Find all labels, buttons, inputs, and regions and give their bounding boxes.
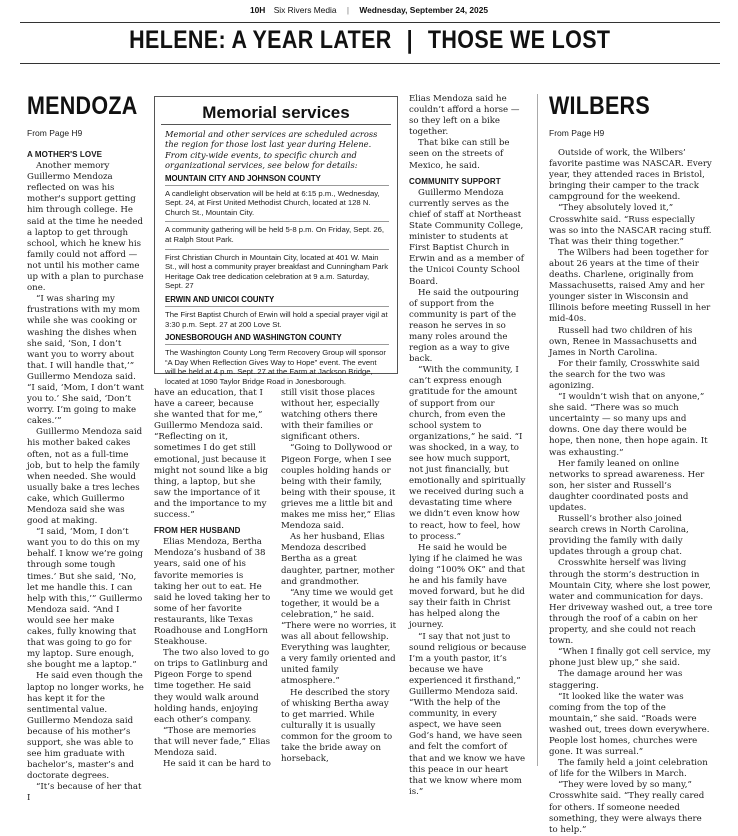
paragraph: “When I finally got cell service, my phone just blew up,” she said. (549, 647, 711, 669)
wilbers-headline: WILBERS (549, 92, 650, 120)
banner-divider: | (406, 26, 414, 54)
paragraph: “Those are memories that will never fade,” Elias Mendoza said. (154, 725, 271, 758)
paragraph: “It looked like the water was coming from the top of the mountain,” she said. “Roads were washed out, trees down everywhere. People lost homes, churches were gone. It was surreal.” (549, 691, 710, 758)
paragraph: “I wouldn’t wish that on anyone,” she said. “There was so much uncertainty — so many ups and downs. One day there would be hope, then none, then hope again. It was exhausting.” (549, 392, 708, 458)
paragraph: Elias Mendoza, Bertha Mendoza’s husband of 38 years, said one of his favorite memories is taking her out to eat. He said he loved taking her to some of her favorite restaurants, like Texas Roadhouse and LongHorn Steakhouse. (154, 537, 271, 648)
mendoza-column-3 (281, 388, 398, 765)
paragraph: “They were loved by so many,” Crosswhite said. “They really cared for others. If someone needed something, they were always there to help.” (549, 780, 705, 835)
paragraph: He said even though the laptop no longer works, he has kept it for the sentimental value. Guillermo Mendoza said because of his mother’s support, she was able to see him graduate with bachelor’s, master’s and doctorate degrees. (27, 671, 144, 782)
paragraph: The Wilbers had been together for about 26 years at the time of their deaths. Charlene, originally from Massachusetts, raised Amy and her younger sister in Wisconsin and Illinois before meeting Russell in her mid-40s. (549, 247, 711, 325)
paragraph: “Any time we would get together, it would be a celebration,” he said. “There were no worries, it was all about fellowship. Everything was laughter, a very family oriented and united family atmosphere.” (281, 587, 397, 687)
memorial-body (165, 129, 389, 391)
paragraph: “I say that not just to sound religious or because I’m a youth pastor, it’s because we have experienced it firsthand,” Guillermo Mendoza said. “With the help of the community, in every aspect, we have seen God’s hand, we have seen and felt the comfort of that and we know we have this peace in our heart that we know where mom is.” (409, 631, 527, 797)
publication-date: Wednesday, September 24, 2025 (359, 5, 489, 15)
subhead: COMMUNITY SUPPORT (409, 176, 501, 186)
paragraph: still visit those places without her, especially watching others there with their families or significant others. (281, 388, 380, 443)
page-number: 10H (249, 5, 266, 15)
paragraph: The damage around her was staggering. (549, 669, 683, 691)
memorial-services-box (154, 96, 398, 386)
memorial-item: First Christian Church in Mountain City, located at 401 W. Main St., will host a community prayer breakfast and Cunningham Park Heritage Oak tree dedication celebration at 9 a.m. Saturday, Sept. 27 (165, 252, 389, 291)
paragraph: Her family leaned on online networks to spread awareness. Her son, her sister and Russell’s daughter coordinated posts and updates. (549, 458, 705, 513)
paragraph: That bike can still be seen on the streets of Mexico, he said. (409, 138, 510, 171)
wilbers-from-page: From Page H9 (549, 128, 605, 138)
mendoza-column-4 (409, 94, 527, 798)
paragraph: Russell had two children of his own, Renee in Massachusetts and James in North Carolina. (549, 325, 697, 358)
paragraph: “They absolutely loved it,” Crosswhite said. “Russ especially was so into the NASCAR racing stuff. That was their thing together.” (549, 203, 712, 247)
banner-title (20, 26, 720, 55)
memorial-item-rule (165, 249, 389, 250)
subhead: A MOTHER'S LOVE (27, 150, 103, 159)
publisher: Six Rivers Media (273, 5, 337, 15)
paragraph: “With the community, I can’t express enough gratitude for the amount of support from our church, from even the school system to organizations,” he said. “I was shocked, in a way, to see how much support, not just financially, but emotionally and spiritually we received during such a devastating time where we didn’t even know how to react, how to feel, how to process.” (409, 365, 526, 542)
subhead: FROM HER HUSBAND (154, 526, 241, 536)
paragraph: Elias Mendoza said he couldn’t afford a horse — so they left on a bike together. (409, 94, 520, 138)
paragraph: Guillermo Mendoza currently serves as the chief of staff at Northeast State Community College, minister to students at First Baptist Church in Erwin and as a member of the Unicoi County School Board. (409, 187, 524, 287)
paragraph: “Going to Dollywood or Pigeon Forge, when I see couples holding hands or being with their family, being with their spouse, it grieves me a little bit and makes me miss her,” Elias Mendoza said. (281, 443, 396, 532)
memorial-title: Memorial services (202, 103, 350, 122)
paragraph: have an education, that I have a career, because she wanted that for me,” Guillermo Mendoza said. “Reflecting on it, sometimes I do get still emotional, just because it might not sound like a big thing, a laptop, but she saw the importance of it and the importance to my success.” (154, 388, 269, 521)
paragraph: “I said, ‘Mom, I don’t want you to do this on my behalf. I know we’re going through some tough times.’ But she said, ‘No, let me handle this. I can help with this,’” Guillermo Mendoza said. “And I would see her make cakes, fully knowing that that was going to go for my laptop. Sure enough, she bought me a laptop.” (27, 527, 144, 671)
memorial-item: A community gathering will be held 5-8 p.m. On Friday, Sept. 26, at Ralph Stout Park. (165, 225, 385, 244)
paragraph: “I was sharing my frustrations with my mom while she was cooking or washing the dishes when she said, ‘Son, I don’t want you to worry about that. I will handle that,’” Guillermo Mendoza said. “I said, ‘Mom, I don’t want you to.’ She said, ‘Don’t worry. I’m going to make cakes.’” (27, 294, 144, 427)
memorial-item-rule (165, 221, 389, 222)
paragraph: Outside of work, the Wilbers’ favorite pastime was NASCAR. Every year, they attended races in Bristol, bringing their camper to the track campground for the weekend. (549, 148, 712, 203)
section-banner (20, 22, 720, 64)
memorial-sections (165, 174, 389, 387)
story-divider (537, 94, 538, 766)
mendoza-headline: MENDOZA (27, 92, 138, 120)
paragraph: Guillermo Mendoza said his mother baked cakes often, not as a full-time job, but to help the family when needed. She would usually bake a tres leches cake, which Guillermo Mendoza said she was good at making. (27, 427, 143, 527)
mendoza-column-2 (154, 388, 271, 770)
memorial-title-rule (161, 124, 391, 125)
memorial-item: The Washington County Long Term Recovery Group will sponsor “A Day When Reflection Gives Way to Hope” event. The event will be held at 4 p.m. Sept. 27 at the Farm at Jackson Bridge, located at 1090 Taylor Bridge Road in Jonesborough. (165, 348, 386, 386)
memorial-section-heading: JONESBOROUGH AND WASHINGTON COUNTY (165, 333, 342, 343)
paragraph: He said he would be lying if he claimed he was doing “100% OK” and that he and his family have moved forward, but he did say their faith in Christ has helped along the journey. (409, 542, 525, 631)
paragraph: For their family, Crosswhite said the search for the two was agonizing. (549, 358, 700, 391)
wilbers-column (549, 148, 713, 836)
mendoza-from-page: From Page H9 (27, 128, 83, 138)
folio-separator: | (346, 5, 350, 15)
paragraph: The family held a joint celebration of life for the Wilbers in March. (549, 758, 708, 780)
memorial-item-rule (165, 306, 389, 307)
memorial-item-rule (165, 344, 389, 345)
mendoza-column-1 (27, 145, 144, 805)
paragraph: Another memory Guillermo Mendoza reflected on was his mother's support getting him through college. He said at the time he needed a laptop to get through school, which he knew his family could not afford — not until his mother came up with a plan to purchase one. (27, 161, 144, 294)
memorial-section-heading: ERWIN AND UNICOI COUNTY (165, 294, 275, 304)
banner-right: THOSE WE LOST (428, 26, 611, 54)
paragraph: He said it can be hard to (163, 759, 271, 770)
paragraph: “It’s because of her that I (27, 782, 142, 804)
memorial-item: The First Baptist Church of Erwin will hold a special prayer vigil at 3:30 p.m. Sept. 27 at 200 Love St. (165, 309, 388, 329)
memorial-item: A candlelight observation will be held at 6:15 p.m., Wednesday, Sept. 24, at First United Methodist Church, located at 128 N. Church St., Mountain City. (165, 188, 380, 217)
memorial-item-rule (165, 185, 389, 186)
memorial-intro: Memorial and other services are scheduled across the region for those lost last year during Helene. From city-wide events, to specific church and organizational services, see below for details: (165, 129, 378, 171)
paragraph: The two also loved to go on trips to Gatlinburg and Pigeon Forge to spend time together. He said they would walk around holding hands, enjoying each other’s company. (154, 648, 270, 725)
page-folio (0, 2, 738, 18)
paragraph: As her husband, Elias Mendoza described Bertha as a great daughter, partner, mother and grandmother. (281, 532, 395, 587)
banner-left: HELENE: A YEAR LATER (129, 26, 392, 54)
paragraph: Crosswhite herself was living through the storm’s destruction in Mountain City, where she lost power, water and communication for days. Her driveway washed out, a tree tore through the roof of a cabin on her property, and she could not reach town. (549, 558, 713, 647)
memorial-section-heading: MOUNTAIN CITY AND JOHNSON COUNTY (165, 173, 321, 183)
paragraph: He described the story of whisking Bertha away to get married. While culturally it is usually common for the groom to take the bride away on horseback, (281, 687, 393, 765)
paragraph: He said the outpouring of support from the community is part of the reason he serves in so many roles around the region as a way to give back. (409, 287, 519, 365)
paragraph: Russell’s brother also joined search crews in North Carolina, providing the family with daily updates through a group chat. (549, 514, 689, 558)
